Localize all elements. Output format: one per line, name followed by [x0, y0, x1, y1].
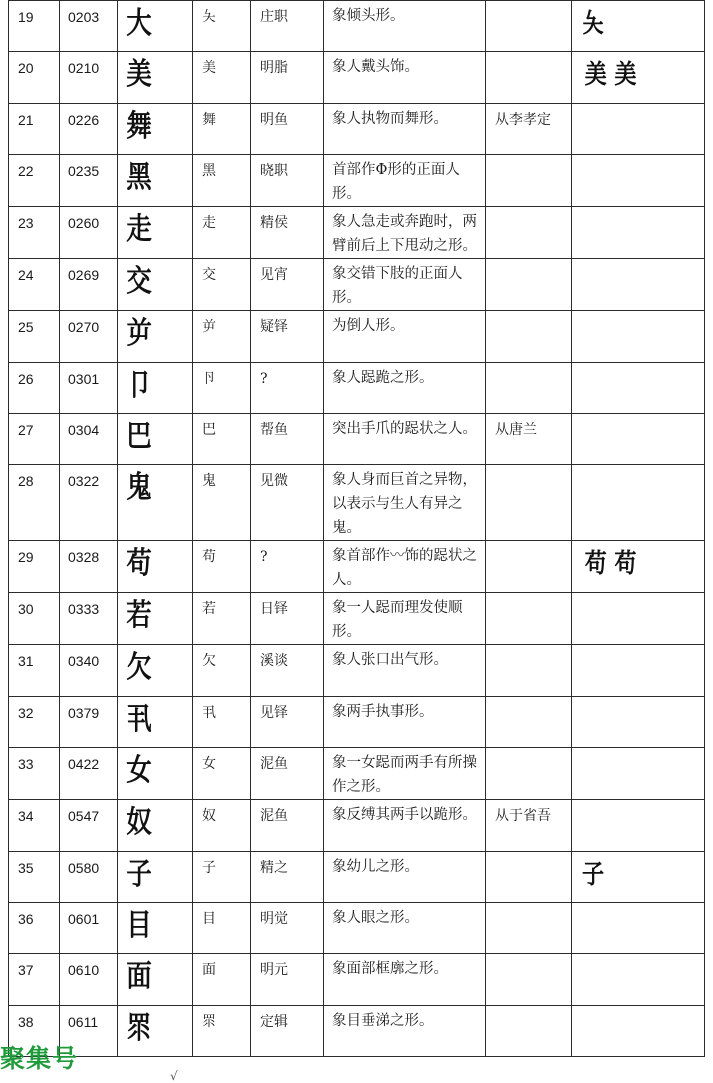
- oracle-glyph-cell: [118, 696, 193, 747]
- code-cell: 0340: [60, 645, 118, 696]
- source-note-cell: [486, 465, 572, 541]
- code-cell: 0210: [60, 52, 118, 103]
- character-cell: 面: [193, 954, 251, 1005]
- source-note-cell: [486, 1005, 572, 1056]
- table-row: [9, 541, 705, 593]
- oracle-glyph: 欠: [126, 650, 152, 686]
- table-row: [9, 696, 705, 747]
- source-note-cell: 从李孝定: [486, 103, 572, 154]
- phonology-cell: 泥鱼: [251, 748, 324, 800]
- variant-glyph-cell: [572, 207, 705, 259]
- character-cell: 目: [193, 902, 251, 953]
- variant-glyph: 美 美: [584, 60, 637, 91]
- character-cell: 奴: [193, 800, 251, 851]
- source-note-cell: [486, 748, 572, 800]
- row-number: 35: [9, 851, 60, 902]
- phonology-cell: 溪谈: [251, 645, 324, 696]
- source-note-cell: [486, 541, 572, 593]
- oracle-glyph: 大: [126, 6, 152, 41]
- phonology-cell: 庄职: [251, 1, 324, 52]
- row-number: 20: [9, 52, 60, 103]
- row-number: 38: [9, 1005, 60, 1056]
- character-cell: 子: [193, 851, 251, 902]
- variant-glyph-cell: [572, 851, 705, 902]
- description-cell: 象面部框廓之形。: [324, 954, 486, 1005]
- description-cell: 象人执物而舞形。: [324, 103, 486, 154]
- table-row: [9, 413, 705, 464]
- phonology-cell: 明鱼: [251, 103, 324, 154]
- variant-glyph-cell: [572, 1005, 705, 1056]
- oracle-glyph-cell: [118, 311, 193, 362]
- source-note-cell: 从于省吾: [486, 800, 572, 851]
- character-cell: 苟: [193, 541, 251, 593]
- variant-glyph-cell: [572, 593, 705, 645]
- row-number: 36: [9, 902, 60, 953]
- code-cell: 0547: [60, 800, 118, 851]
- phonology-cell: 泥鱼: [251, 800, 324, 851]
- row-number: 24: [9, 259, 60, 311]
- character-cell: 黑: [193, 155, 251, 207]
- description-cell: 象首部作〰饰的跽状之人。: [324, 541, 486, 593]
- phonology-cell: 精侯: [251, 207, 324, 259]
- row-number: 22: [9, 155, 60, 207]
- oracle-glyph: 黑: [126, 160, 152, 196]
- oracle-glyph: 屰: [126, 316, 152, 352]
- oracle-glyph: 女: [126, 753, 152, 789]
- phonology-cell: 疑铎: [251, 311, 324, 362]
- phonology-cell: 明脂: [251, 52, 324, 103]
- oracle-glyph-cell: [118, 954, 193, 1005]
- character-cell: 若: [193, 593, 251, 645]
- code-cell: 0269: [60, 259, 118, 311]
- oracle-glyph: 巴: [126, 418, 152, 454]
- character-cell: 鬼: [193, 465, 251, 541]
- source-note-cell: [486, 645, 572, 696]
- description-cell: 象一人跽而理发使顺形。: [324, 593, 486, 645]
- table-row: [9, 800, 705, 851]
- phonology-cell: 定辑: [251, 1005, 324, 1056]
- table-row: [9, 259, 705, 311]
- scan-mark: √: [170, 1069, 178, 1083]
- description-cell: 象人戴头饰。: [324, 52, 486, 103]
- source-note-cell: [486, 902, 572, 953]
- table-row: [9, 52, 705, 103]
- table-row: [9, 465, 705, 541]
- code-cell: 0304: [60, 413, 118, 464]
- oracle-glyph-cell: [118, 645, 193, 696]
- table-row: [9, 311, 705, 362]
- description-cell: 象人眼之形。: [324, 902, 486, 953]
- table-row: [9, 1005, 705, 1056]
- phonology-cell: 晓职: [251, 155, 324, 207]
- code-cell: 0270: [60, 311, 118, 362]
- description-cell: 象幼儿之形。: [324, 851, 486, 902]
- oracle-glyph: 卩: [126, 367, 152, 403]
- oracle-glyph: 目: [126, 907, 152, 943]
- description-cell: 象反缚其两手以跪形。: [324, 800, 486, 851]
- code-cell: 0226: [60, 103, 118, 154]
- oracle-glyph: 走: [126, 212, 152, 248]
- character-cell: 巴: [193, 413, 251, 464]
- row-number: 33: [9, 748, 60, 800]
- variant-glyph-cell: [572, 541, 705, 593]
- row-number: 31: [9, 645, 60, 696]
- description-cell: 象人急走或奔跑时，两臂前后上下甩动之形。: [324, 207, 486, 259]
- variant-glyph-cell: [572, 259, 705, 311]
- description-cell: 象人身而巨首之异物，以表示与生人有异之鬼。: [324, 465, 486, 541]
- source-note-cell: [486, 593, 572, 645]
- row-number: 27: [9, 413, 60, 464]
- table-row: [9, 954, 705, 1005]
- oracle-glyph: 美: [126, 57, 152, 93]
- row-number: 37: [9, 954, 60, 1005]
- code-cell: 0610: [60, 954, 118, 1005]
- code-cell: 0333: [60, 593, 118, 645]
- source-note-cell: [486, 259, 572, 311]
- character-cell: 走: [193, 207, 251, 259]
- variant-glyph-cell: [572, 800, 705, 851]
- oracle-glyph-cell: [118, 259, 193, 311]
- variant-glyph: 苟 苟: [584, 549, 637, 580]
- description-cell: 象交错下肢的正面人形。: [324, 259, 486, 311]
- character-cell: 丮: [193, 696, 251, 747]
- code-cell: 0203: [60, 1, 118, 52]
- row-number: 25: [9, 311, 60, 362]
- description-cell: 突出手爪的跽状之人。: [324, 413, 486, 464]
- character-cell: 卪: [193, 362, 251, 413]
- character-cell: 欠: [193, 645, 251, 696]
- code-cell: 0580: [60, 851, 118, 902]
- variant-glyph-cell: [572, 52, 705, 103]
- row-number: 34: [9, 800, 60, 851]
- source-note-cell: [486, 52, 572, 103]
- variant-glyph-cell: [572, 645, 705, 696]
- table-row: [9, 593, 705, 645]
- row-number: 19: [9, 1, 60, 52]
- oracle-glyph-cell: [118, 541, 193, 593]
- phonology-cell: 精之: [251, 851, 324, 902]
- table-row: [9, 902, 705, 953]
- code-cell: 0235: [60, 155, 118, 207]
- oracle-glyph-cell: [118, 465, 193, 541]
- character-cell: 交: [193, 259, 251, 311]
- oracle-glyph: 丮: [126, 701, 152, 737]
- character-cell: 屰: [193, 311, 251, 362]
- oracle-glyph: 面: [126, 959, 152, 995]
- row-number: 28: [9, 465, 60, 541]
- description-cell: 象一女跽而两手有所操作之形。: [324, 748, 486, 800]
- phonology-cell: ?: [251, 362, 324, 413]
- source-note-cell: [486, 207, 572, 259]
- oracle-glyph-cell: [118, 800, 193, 851]
- row-number: 29: [9, 541, 60, 593]
- source-note-cell: [486, 362, 572, 413]
- variant-glyph-cell: [572, 465, 705, 541]
- phonology-cell: 明觉: [251, 902, 324, 953]
- phonology-cell: 明元: [251, 954, 324, 1005]
- oracle-glyph-cell: [118, 902, 193, 953]
- oracle-glyph-cell: [118, 207, 193, 259]
- character-cell: 眔: [193, 1005, 251, 1056]
- oracle-glyph: 鬼: [126, 470, 152, 506]
- variant-glyph-cell: [572, 311, 705, 362]
- variant-glyph-cell: [572, 954, 705, 1005]
- watermark: 聚集号: [0, 1044, 79, 1073]
- phonology-cell: 见微: [251, 465, 324, 541]
- row-number: 30: [9, 593, 60, 645]
- variant-glyph: 子: [581, 859, 605, 890]
- character-cell: 女: [193, 748, 251, 800]
- description-cell: 象目垂涕之形。: [324, 1005, 486, 1056]
- variant-glyph: 夨: [581, 9, 605, 39]
- description-cell: 象倾头形。: [324, 1, 486, 52]
- phonology-cell: 帮鱼: [251, 413, 324, 464]
- row-number: 26: [9, 362, 60, 413]
- table-row: [9, 748, 705, 800]
- oracle-glyph-cell: [118, 748, 193, 800]
- source-note-cell: 从唐兰: [486, 413, 572, 464]
- character-cell: 舞: [193, 103, 251, 154]
- description-cell: 为倒人形。: [324, 311, 486, 362]
- oracle-glyph-cell: [118, 52, 193, 103]
- phonology-cell: 见铎: [251, 696, 324, 747]
- code-cell: 0422: [60, 748, 118, 800]
- code-cell: 0379: [60, 696, 118, 747]
- oracle-glyph: 眔: [126, 1010, 152, 1046]
- oracle-glyph: 舞: [126, 108, 152, 144]
- oracle-glyph-cell: [118, 1, 193, 52]
- table-row: [9, 645, 705, 696]
- row-number: 23: [9, 207, 60, 259]
- oracle-glyph-cell: [118, 1005, 193, 1056]
- phonology-cell: ?: [251, 541, 324, 593]
- phonology-cell: 见宵: [251, 259, 324, 311]
- description-cell: 首部作Φ形的正面人形。: [324, 155, 486, 207]
- oracle-glyph-cell: [118, 103, 193, 154]
- source-note-cell: [486, 851, 572, 902]
- table-row: [9, 851, 705, 902]
- source-note-cell: [486, 155, 572, 207]
- oracle-glyph: 若: [126, 598, 152, 634]
- code-cell: 0322: [60, 465, 118, 541]
- oracle-glyph: 交: [126, 264, 152, 300]
- variant-glyph-cell: [572, 1, 705, 52]
- code-cell: 0301: [60, 362, 118, 413]
- variant-glyph-cell: [572, 362, 705, 413]
- source-note-cell: [486, 311, 572, 362]
- variant-glyph-cell: [572, 902, 705, 953]
- oracle-glyph-cell: [118, 155, 193, 207]
- description-cell: 象人跽跪之形。: [324, 362, 486, 413]
- table-row: [9, 155, 705, 207]
- variant-glyph-cell: [572, 155, 705, 207]
- source-note-cell: [486, 954, 572, 1005]
- source-note-cell: [486, 1, 572, 52]
- variant-glyph-cell: [572, 748, 705, 800]
- table-row: [9, 1, 705, 52]
- oracle-glyph-cell: [118, 851, 193, 902]
- character-cell: 美: [193, 52, 251, 103]
- source-note-cell: [486, 696, 572, 747]
- table-row: [9, 207, 705, 259]
- oracle-glyph: 奴: [126, 805, 152, 841]
- table-row: [9, 362, 705, 413]
- phonology-cell: 日铎: [251, 593, 324, 645]
- code-cell: 0601: [60, 902, 118, 953]
- code-cell: 0328: [60, 541, 118, 593]
- oracle-glyph: 苟: [126, 546, 152, 582]
- variant-glyph-cell: [572, 103, 705, 154]
- row-number: 21: [9, 103, 60, 154]
- character-table: [8, 0, 705, 1057]
- row-number: 32: [9, 696, 60, 747]
- description-cell: 象人张口出气形。: [324, 645, 486, 696]
- oracle-glyph-cell: [118, 362, 193, 413]
- description-cell: 象两手执事形。: [324, 696, 486, 747]
- variant-glyph-cell: [572, 413, 705, 464]
- oracle-glyph-cell: [118, 413, 193, 464]
- variant-glyph-cell: [572, 696, 705, 747]
- table-row: [9, 103, 705, 154]
- oracle-glyph-cell: [118, 593, 193, 645]
- code-cell: 0611: [60, 1005, 118, 1056]
- character-cell: 夨: [193, 1, 251, 52]
- code-cell: 0260: [60, 207, 118, 259]
- oracle-glyph: 子: [126, 856, 152, 892]
